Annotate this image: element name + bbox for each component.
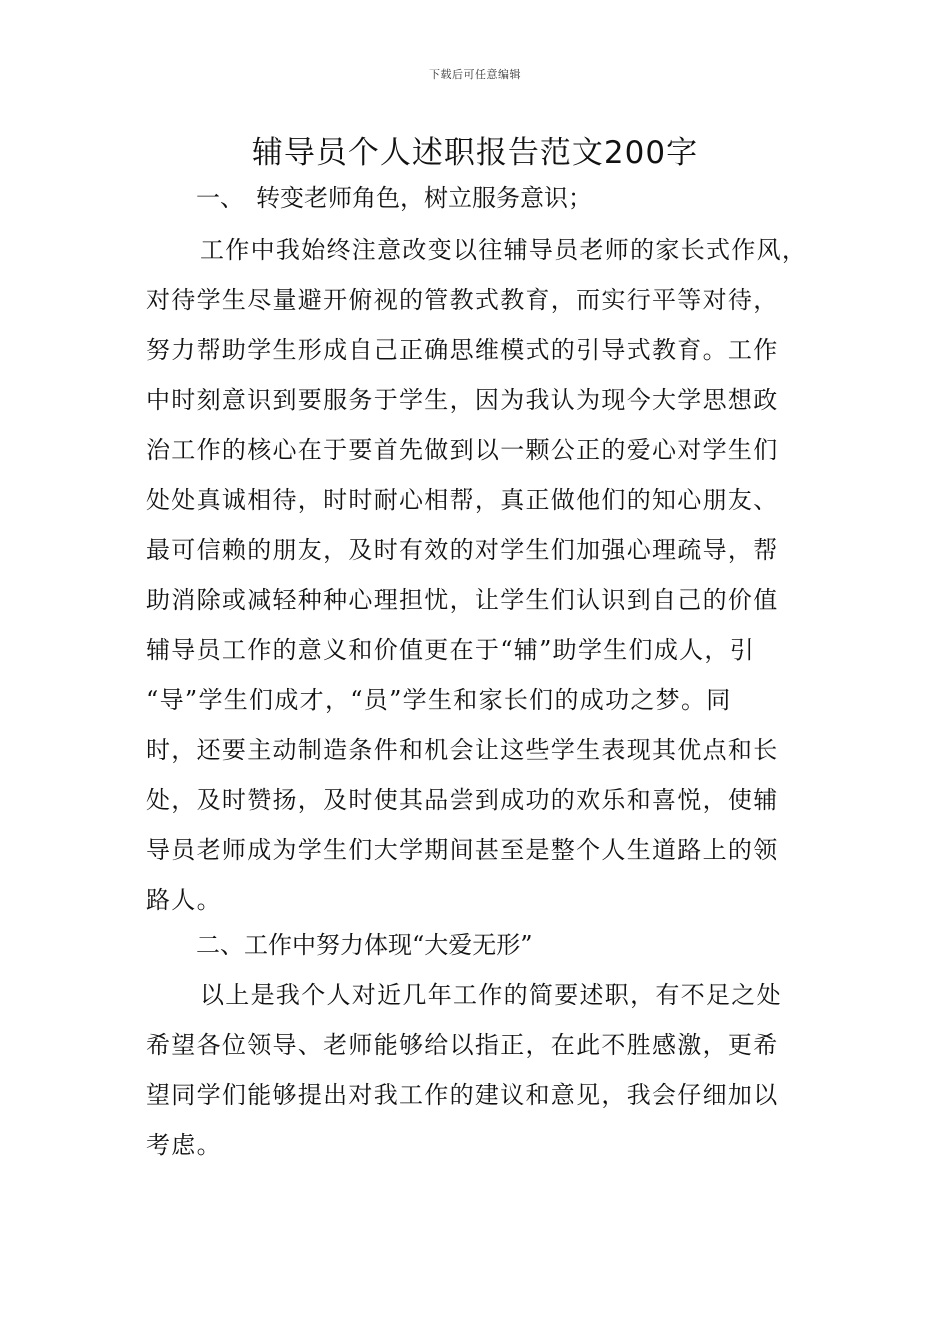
section-number: 一、 <box>196 184 244 212</box>
paragraph-line: 以上是我个人对近几年工作的简要述职，有不足之处 <box>200 981 782 1009</box>
paragraph-2 <box>146 970 826 1170</box>
section-heading-1 <box>196 173 592 223</box>
paragraph-line: 对待学生尽量避开俯视的管教式教育，而实行平等对待， <box>146 286 779 314</box>
section-heading-text: 转变老师角色，树立服务意识； <box>256 184 592 212</box>
section-heading-2: 二、工作中努力体现“大爱无形” <box>196 931 533 959</box>
paragraph-line: 工作中我始终注意改变以往辅导员老师的家长式作风， <box>200 236 808 264</box>
document-title: 辅导员个人述职报告范文200字 <box>251 135 699 171</box>
paragraph-line: 处，及时赞扬，及时使其品尝到成功的欢乐和喜悦，使辅 <box>146 786 779 814</box>
paragraph-line: 考虑。 <box>146 1131 222 1159</box>
paragraph-line: 最可信赖的朋友，及时有效的对学生们加强心理疏导，帮 <box>146 536 779 564</box>
paragraph-line: 希望各位领导、老师能够给以指正，在此不胜感激，更希 <box>146 1031 779 1059</box>
paragraph-1 <box>146 225 826 925</box>
paragraph-line: 助消除或减轻种种心理担忧，让学生们认识到自己的价值 <box>146 586 779 614</box>
paragraph-line: 时，还要主动制造条件和机会让这些学生表现其优点和长 <box>146 736 779 764</box>
header-note: 下载后可任意编辑 <box>429 68 521 81</box>
paragraph-line: 望同学们能够提出对我工作的建议和意见，我会仔细加以 <box>146 1081 779 1109</box>
paragraph-line: “导”学生们成才，“员”学生和家长们的成功之梦。同 <box>146 686 732 714</box>
paragraph-line: 治工作的核心在于要首先做到以一颗公正的爱心对学生们 <box>146 436 779 464</box>
paragraph-line: 中时刻意识到要服务于学生，因为我认为现今大学思想政 <box>146 386 779 414</box>
paragraph-line: 辅导员工作的意义和价值更在于“辅”助学生们成人，引 <box>146 636 756 664</box>
paragraph-line: 处处真诚相待，时时耐心相帮，真正做他们的知心朋友、 <box>146 486 779 514</box>
paragraph-line: 努力帮助学生形成自己正确思维模式的引导式教育。工作 <box>146 336 779 364</box>
paragraph-line: 路人。 <box>146 886 222 914</box>
paragraph-line: 导员老师成为学生们大学期间甚至是整个人生道路上的领 <box>146 836 779 864</box>
